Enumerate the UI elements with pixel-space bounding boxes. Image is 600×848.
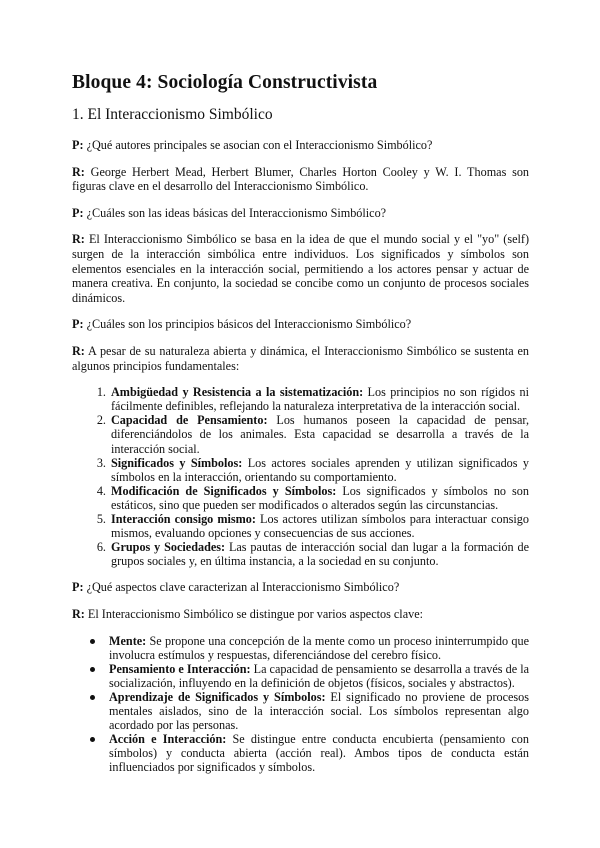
item-text: Los actores utilizan símbolos para interactuar consigo mismos, evaluando opciones y consecuencias de sus acciones. (111, 511, 529, 541)
answer-label: R: (72, 164, 85, 179)
question-label: P: (72, 580, 84, 595)
bullet-icon (90, 737, 95, 742)
item-text: Los significados y símbolos no son estáticos, sino que pueden ser modificados o alterados según las circunstancias. (111, 483, 529, 512)
item-term: Pensamiento e Interacción: (109, 661, 251, 676)
item-term: Aprendizaje de Significados y Símbolos: (109, 689, 326, 704)
answer-text: George Herbert Mead, Herbert Blumer, Charles Horton Cooley y W. I. Thomas son figuras clave en el desarrollo del Interaccionismo Simbólico. (72, 164, 530, 194)
item-term: Ambigüedad y Resistencia a la sistematización: (111, 385, 364, 400)
list-item (109, 512, 529, 540)
item-text: Los principios no son rígidos ni fácilmente definibles, reflejando la naturaleza interpretativa de la interacción social. (111, 385, 529, 414)
item-term: Acción e Interacción: (109, 732, 227, 747)
section-heading: 1. El Interaccionismo Simbólico (72, 106, 273, 123)
question-text: ¿Cuáles son las ideas básicas del Interaccionismo Simbólico? (86, 205, 387, 220)
item-term: Interacción consigo mismo: (111, 511, 256, 526)
answer-label: R: (72, 606, 85, 621)
question-label: P: (72, 205, 84, 220)
question (72, 580, 529, 595)
item-text: Se propone una concepción de la mente como un proceso ininterrumpido que involucra estímulos y respuestas, diferenciándose del cerebro físico. (109, 633, 529, 662)
question (72, 138, 529, 153)
item-text: La capacidad de pensamiento se desarrolla a través de la socialización, influyendo en la definición de objetos (físicos, sociales y abstractos). (109, 661, 529, 690)
answer-text: El Interaccionismo Simbólico se distingue por varios aspectos clave: (87, 606, 423, 621)
list-item (109, 385, 529, 413)
aspects-list (72, 634, 529, 775)
answer-text: El Interaccionismo Simbólico se basa en la idea de que el mundo social y el "yo" (self) surgen de la interacción simbólica entre individuos. Los significados y símbolos son elementos esenciales en la interacción social, permitiendo a los actores pensar y actuar de manera creativa. En conjunto, la sociedad se concibe como un conjunto de procesos sociales dinámicos. (72, 232, 530, 305)
item-text: El significado no proviene de procesos mentales aislados, sino de la interacción social. Los símbolos representan algo acordado por las personas. (109, 689, 529, 733)
question-label: P: (72, 138, 84, 152)
answer (72, 232, 529, 305)
list-item (109, 634, 529, 662)
bullet-icon (90, 667, 95, 672)
answer (72, 165, 529, 194)
question-text: ¿Qué autores principales se asocian con el Interaccionismo Simbólico? (86, 138, 433, 152)
item-term: Capacidad de Pensamiento: (111, 413, 268, 428)
list-item (109, 732, 529, 774)
question (72, 317, 529, 332)
answer-label: R: (72, 343, 85, 358)
list-item (109, 540, 529, 568)
question-text: ¿Cuáles son los principios básicos del Interaccionismo Simbólico? (86, 317, 412, 332)
bullet-icon (90, 695, 95, 700)
list-item (109, 662, 529, 690)
question (72, 206, 529, 221)
item-term: Significados y Símbolos: (111, 455, 243, 470)
list-item (109, 484, 529, 512)
item-term: Grupos y Sociedades: (111, 540, 226, 555)
answer (72, 607, 529, 622)
bullet-icon (90, 639, 95, 644)
answer (72, 344, 529, 373)
list-item (109, 456, 529, 484)
item-term: Mente: (109, 633, 147, 648)
document-title: Bloque 4: Sociología Constructivista (72, 72, 378, 93)
item-text: Las pautas de interacción social dan lugar a la formación de grupos sociales y, en última instancia, a la sociedad en su conjunto. (111, 540, 529, 569)
principles-list (72, 385, 529, 568)
list-item (109, 690, 529, 732)
item-text: Los actores sociales aprenden y utilizan significados y símbolos en la interacción, orientando su comportamiento. (111, 455, 529, 484)
question-label: P: (72, 317, 84, 332)
item-term: Modificación de Significados y Símbolos: (111, 483, 337, 498)
answer-text: A pesar de su naturaleza abierta y dinámica, el Interaccionismo Simbólico se sustenta en algunos principios fundamentales: (72, 343, 530, 373)
question-text: ¿Qué aspectos clave caracterizan al Interaccionismo Simbólico? (86, 580, 400, 595)
answer-label: R: (72, 232, 85, 247)
item-text: Se distingue entre conducta encubierta (pensamiento con símbolos) y conducta abierta (acción real). Ambos tipos de conducta están influenciados por significados y símbolos. (109, 732, 529, 775)
list-item (109, 413, 529, 455)
item-text: Los humanos poseen la capacidad de pensar, diferenciándolos de los animales. Esta capacidad se desarrolla a través de la interacción social. (111, 413, 529, 456)
